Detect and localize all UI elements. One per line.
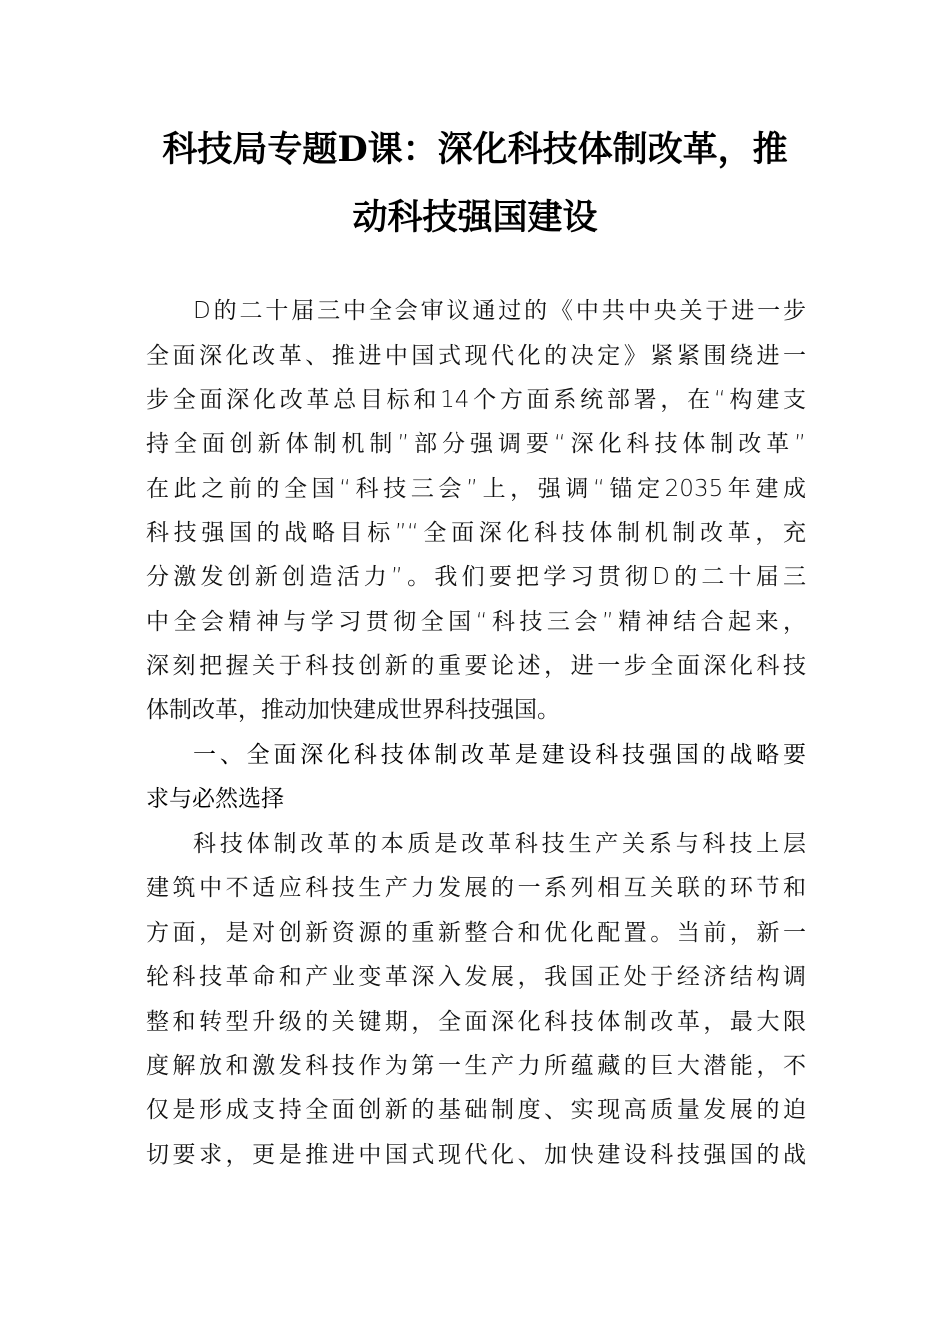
document-title-line-1: 科技局专题D课：深化科技体制改革，推 — [162, 129, 788, 170]
text-line: 科技强国的战略目标”“全面深化科技体制机制改革，充 — [146, 520, 806, 546]
text-line: 度解放和激发科技作为第一生产力所蕴藏的巨大潜能，不 — [146, 1053, 806, 1079]
text-line: D的二十届三中全会审议通过的《中共中央关于进一步 — [193, 298, 806, 324]
text-line: 切要求，更是推进中国式现代化、加快建设科技强国的战 — [146, 1142, 806, 1168]
text-line: 轮科技革命和产业变革深入发展，我国正处于经济结构调 — [146, 964, 806, 990]
text-line: 科技体制改革的本质是改革科技生产关系与科技上层 — [193, 831, 806, 857]
text-line: 步全面深化改革总目标和14个方面系统部署，在“构建支 — [146, 387, 806, 413]
text-line: 方面，是对创新资源的重新整合和优化配置。当前，新一 — [146, 920, 806, 946]
text-line: 中全会精神与学习贯彻全国“科技三会”精神结合起来， — [146, 609, 806, 635]
text-line: 分激发创新创造活力”。我们要把学习贯彻D的二十届三 — [146, 564, 806, 590]
text-line: 持全面创新体制机制”部分强调要“深化科技体制改革” — [146, 431, 806, 457]
text-line: 整和转型升级的关键期，全面深化科技体制改革，最大限 — [146, 1009, 806, 1035]
text-line: 仅是形成支持全面创新的基础制度、实现高质量发展的迫 — [146, 1097, 806, 1123]
text-line: 深刻把握关于科技创新的重要论述，进一步全面深化科技 — [146, 653, 806, 679]
heading-line: 一、全面深化科技体制改革是建设科技强国的战略要 — [193, 742, 806, 768]
text-line: 全面深化改革、推进中国式现代化的决定》紧紧围绕进一 — [146, 343, 806, 369]
document-title-line-2: 动科技强国建设 — [352, 197, 598, 238]
text-line: 体制改革，推动加快建成世界科技强国。 — [146, 697, 560, 723]
text-line: 在此之前的全国“科技三会”上，强调“锚定2035年建成 — [146, 476, 806, 502]
text-line: 建筑中不适应科技生产力发展的一系列相互关联的环节和 — [146, 875, 806, 901]
heading-line: 求与必然选择 — [146, 786, 284, 812]
